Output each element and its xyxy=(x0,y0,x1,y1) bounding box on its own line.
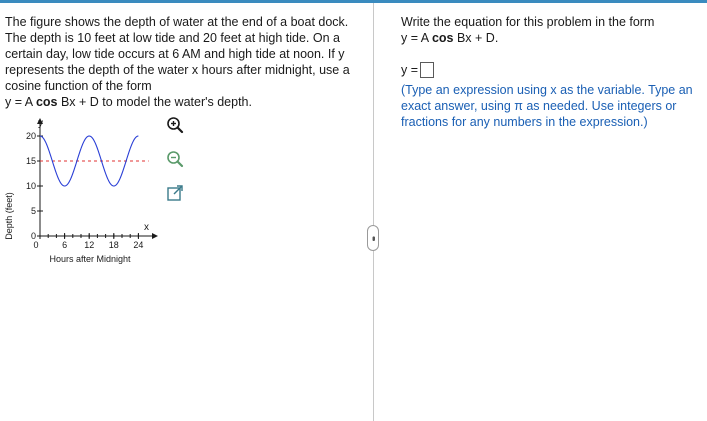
answer-hint: (Type an expression using x as the variable. Type an exact answer, using π as needed. Use integers or fractions for any numbers in the expression.) xyxy=(401,83,693,129)
answer-input[interactable] xyxy=(420,62,434,78)
pane-resize-handle[interactable]: ••• xyxy=(367,225,379,251)
instruction-form-suffix: Bx + D. xyxy=(453,31,499,45)
y-axis-label: Depth (feet) xyxy=(4,192,14,240)
form-prefix: y = A xyxy=(5,95,36,109)
zoom-out-button[interactable] xyxy=(166,150,184,168)
x-tick-label: 0 xyxy=(33,240,39,250)
answer-row xyxy=(401,62,434,78)
form-suffix: Bx + D to model the water's depth. xyxy=(57,95,252,109)
x-tick-label: 12 xyxy=(84,240,95,250)
zoom-in-icon xyxy=(166,116,184,134)
answer-pane xyxy=(376,3,707,421)
y-tick-label: 15 xyxy=(25,156,36,166)
y-tick-label: 10 xyxy=(25,181,36,191)
pane-divider xyxy=(373,3,374,421)
y-tick-label: 5 xyxy=(30,206,36,216)
x-tick-label: 6 xyxy=(62,240,68,250)
answer-label: y = xyxy=(401,63,419,77)
popout-button[interactable] xyxy=(166,184,184,202)
zoom-out-icon xyxy=(166,150,184,168)
instruction-form-cos: cos xyxy=(431,31,454,45)
external-link-icon xyxy=(166,184,184,202)
instruction xyxy=(401,14,701,46)
x-axis-label: Hours after Midnight xyxy=(49,254,131,264)
depth-graph xyxy=(0,116,165,276)
x-axis-arrow xyxy=(152,233,158,239)
x-tick-label: 24 xyxy=(133,240,144,250)
graph-axes xyxy=(37,118,158,239)
form-cos: cos xyxy=(35,95,58,109)
instruction-form-prefix: y = A xyxy=(401,31,432,45)
y-tick-label: 20 xyxy=(25,131,36,141)
zoom-in-button[interactable] xyxy=(166,116,184,134)
problem-statement xyxy=(5,14,360,110)
problem-text: The figure shows the depth of water at the end of a boat dock. The depth is 10 feet at low tide and 20 feet at high tide. On a certain day, low tide occurs at 6 AM and high tide at noon. If y represents the depth of the water x hours after midnight, use a cosine function of the form xyxy=(5,15,350,93)
x-tick-label: 18 xyxy=(108,240,119,250)
x-axis-var: x xyxy=(144,222,149,233)
instruction-text: Write the equation for this problem in the form xyxy=(401,15,655,29)
question-pane xyxy=(0,3,372,421)
y-tick-label: 0 xyxy=(30,231,36,241)
